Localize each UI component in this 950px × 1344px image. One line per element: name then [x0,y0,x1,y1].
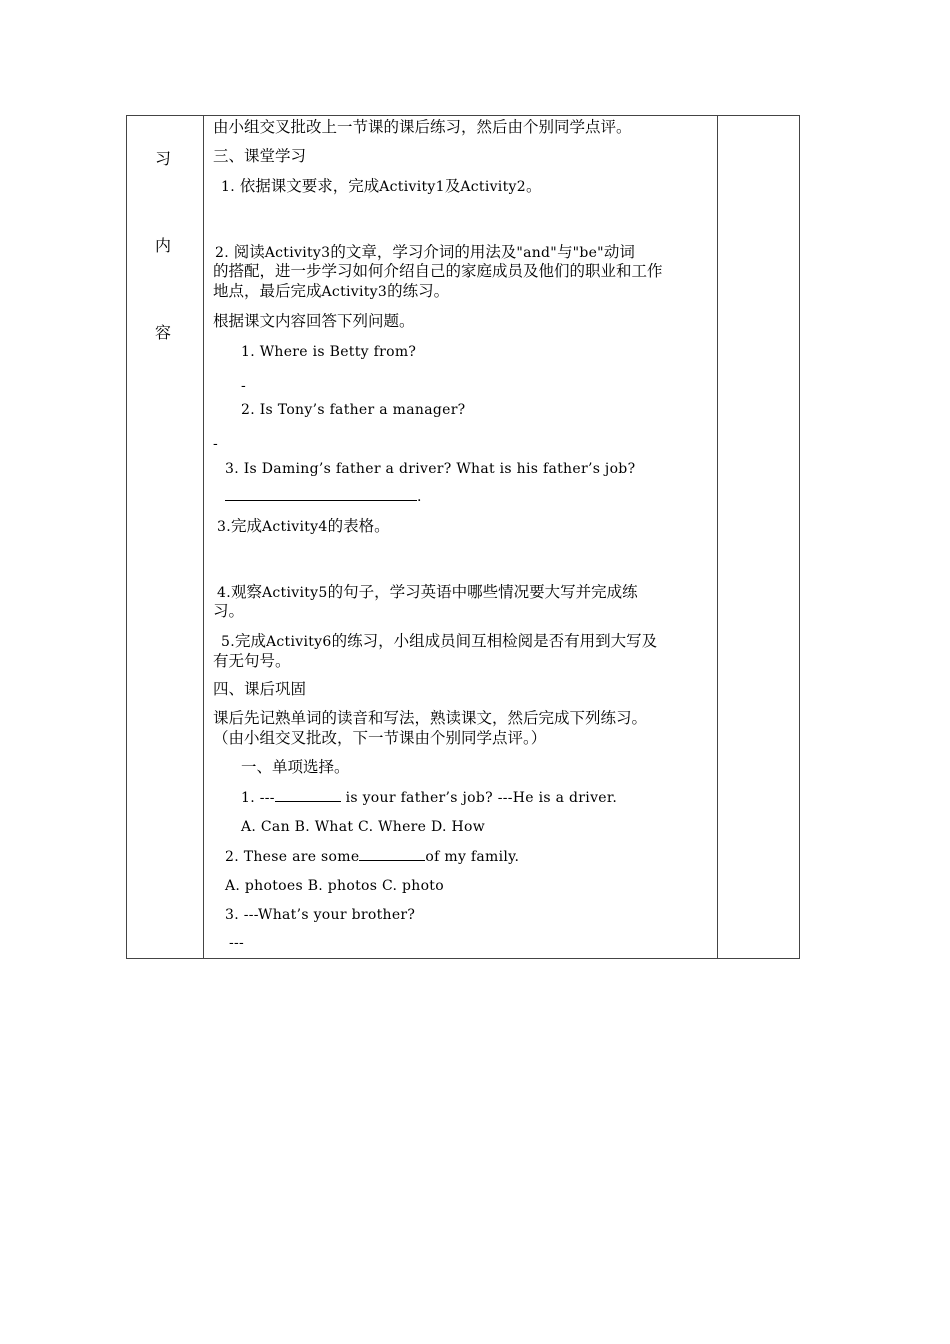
options: A. photoes B. photos C. photo [225,878,444,894]
text-line: 1. 依据课文要求，完成Activity1及Activity2。 [221,177,542,195]
answer-blank [225,486,417,501]
text-line: 由小组交叉批改上一节课的课后练习，然后由个别同学点评。 [213,118,632,136]
question: 1. --- is your father’s job? ---He is a driver. [241,787,617,808]
question: 1. Where is Betty from? [241,344,417,360]
answer-blank [275,787,341,802]
question: 3. ---What’s your brother? [225,907,416,923]
answer-line: --- [229,935,245,951]
text-line: 习。 [213,602,245,620]
text-line: 根据课文内容回答下列问题。 [213,312,415,330]
question: 2. These are some of my family. [225,846,519,867]
column-divider [203,116,204,958]
sub-heading: 一、单项选择。 [241,758,350,776]
side-label: 习 [155,149,172,168]
question: 3. Is Daming’s father a driver? What is his father’s job? [225,461,636,477]
answer-line: - [213,436,219,452]
text-line: 3.完成Activity4的表格。 [217,517,390,535]
section-heading: 三、课堂学习 [213,147,307,165]
answer-line: - [241,378,247,394]
side-label: 内 [155,236,172,255]
text-line: 的搭配，进一步学习如何介绍自己的家庭成员及他们的职业和工作 [213,262,663,280]
text-line: （由小组交叉批改，下一节课由个别同学点评。） [213,729,547,747]
question: 2. Is Tony’s father a manager? [241,402,466,418]
answer-blank [359,846,425,861]
text-line: 2. 阅读Activity3的文章，学习介词的用法及"and"与"be"动词 [215,243,635,261]
side-label: 容 [155,323,172,342]
section-heading: 四、课后巩固 [213,680,307,698]
text-line: 5.完成Activity6的练习，小组成员间互相检阅是否有用到大写及 [221,632,658,650]
lesson-table [126,115,800,959]
column-divider [717,116,718,958]
options: A. Can B. What C. Where D. How [241,819,486,835]
answer-line: . [225,486,422,507]
text-line: 有无句号。 [213,652,291,670]
text-line: 地点，最后完成Activity3的练习。 [213,282,450,300]
text-line: 课后先记熟单词的读音和写法，熟读课文，然后完成下列练习。 [213,709,648,727]
text-line: 4.观察Activity5的句子，学习英语中哪些情况要大写并完成练 [217,583,638,601]
